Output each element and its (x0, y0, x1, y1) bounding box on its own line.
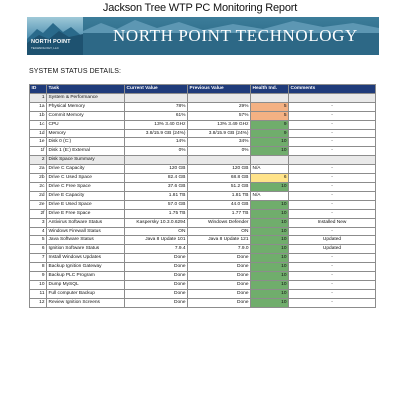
cell-health: N/A (251, 191, 289, 200)
cell-previous: ON (188, 227, 251, 236)
cell-health: 10 (251, 272, 289, 281)
cell-previous: Done (188, 254, 251, 263)
cell-current: Java 8 Update 101 (125, 236, 188, 245)
cell-previous: 0% (188, 147, 251, 156)
cell-id: 10 (30, 280, 47, 289)
cell-id: 2a (30, 165, 47, 174)
cell-current: 82.4 GB (125, 174, 188, 183)
cell-task: Install Windows Updates (47, 254, 125, 263)
cell-current: Done (125, 280, 188, 289)
cell-id: 1f (30, 147, 47, 156)
cell-health: 10 (251, 236, 289, 245)
cell-current: 57.0 GB (125, 200, 188, 209)
cell-current: 0% (125, 147, 188, 156)
cell-id: 6 (30, 245, 47, 254)
table-row (30, 120, 376, 129)
cell-health: 10 (251, 182, 289, 191)
cell-task: Java Software Status (47, 236, 125, 245)
cell-current: 61% (125, 111, 188, 120)
cell-task: Disk 0 (C:) (47, 138, 125, 147)
cell-task: Review Ignition Screens (47, 298, 125, 307)
cell-task: System & Performance (47, 93, 125, 102)
col-header-health: Health Ind. (251, 85, 289, 94)
table-row (30, 102, 376, 111)
cell-health: 10 (251, 138, 289, 147)
cell-health: 5 (251, 102, 289, 111)
col-header-id: ID (30, 85, 47, 94)
cell-id: 1d (30, 129, 47, 138)
cell-comments: - (289, 254, 376, 263)
cell-current: 120 GB (125, 165, 188, 174)
cell-current: 1.75 TB (125, 209, 188, 218)
table-row (30, 129, 376, 138)
cell-current (125, 156, 188, 165)
status-table (29, 84, 376, 308)
cell-previous: Done (188, 272, 251, 281)
company-logo (27, 17, 83, 55)
cell-task: Disk 1 (E:) External (47, 147, 125, 156)
cell-id: 2d (30, 191, 47, 200)
cell-task: Antivirus Software Status (47, 218, 125, 227)
cell-comments: - (289, 147, 376, 156)
cell-task: Backup PLC Program (47, 272, 125, 281)
cell-previous: Windows Defender (188, 218, 251, 227)
table-row (30, 245, 376, 254)
cell-current: 3.8/15.9 GB (24%) (125, 129, 188, 138)
cell-id: 3 (30, 218, 47, 227)
cell-id: 2c (30, 182, 47, 191)
cell-comments (289, 156, 376, 165)
cell-comments: - (289, 263, 376, 272)
cell-current: ON (125, 227, 188, 236)
cell-current: 7.9.4 (125, 245, 188, 254)
cell-current: 14% (125, 138, 188, 147)
cell-comments (289, 93, 376, 102)
cell-health: 10 (251, 254, 289, 263)
cell-current: Done (125, 298, 188, 307)
cell-current: Kaspersky 10.3.0.6294 (125, 218, 188, 227)
cell-comments: - (289, 298, 376, 307)
table-row (30, 227, 376, 236)
cell-current: Done (125, 289, 188, 298)
cell-health (251, 156, 289, 165)
cell-comments: - (289, 182, 376, 191)
table-row (30, 182, 376, 191)
cell-task: CPU (47, 120, 125, 129)
table-row (30, 209, 376, 218)
table-row (30, 272, 376, 281)
table-row (30, 147, 376, 156)
cell-health: 10 (251, 218, 289, 227)
cell-task: Memory (47, 129, 125, 138)
cell-task: Drive C Used Space (47, 174, 125, 183)
table-row (30, 200, 376, 209)
cell-id: 4 (30, 227, 47, 236)
cell-comments: - (289, 209, 376, 218)
cell-previous: Done (188, 289, 251, 298)
cell-health: 10 (251, 280, 289, 289)
cell-current: 1.81 TB (125, 191, 188, 200)
cell-comments: - (289, 272, 376, 281)
cell-health: 10 (251, 289, 289, 298)
table-row (30, 111, 376, 120)
cell-task: Dump MySQL (47, 280, 125, 289)
cell-previous: 13% 3.49 GHz (188, 120, 251, 129)
cell-health: 5 (251, 111, 289, 120)
cell-id: 8 (30, 263, 47, 272)
cell-previous: 68.8 GB (188, 174, 251, 183)
cell-health: 10 (251, 200, 289, 209)
cell-id: 1 (30, 93, 47, 102)
table-row (30, 298, 376, 307)
logo-line1: NORTH POINT (31, 39, 71, 45)
cell-previous: 1.77 TB (188, 209, 251, 218)
cell-id: 1a (30, 102, 47, 111)
cell-previous: 7.9.0 (188, 245, 251, 254)
cell-id: 11 (30, 289, 47, 298)
col-header-previous: Previous Value (188, 85, 251, 94)
col-header-current: Current Value (125, 85, 188, 94)
cell-health: 10 (251, 147, 289, 156)
cell-health: 10 (251, 245, 289, 254)
table-row (30, 280, 376, 289)
cell-health: 9 (251, 120, 289, 129)
cell-task: Ignition Software Status (47, 245, 125, 254)
cell-comments: - (289, 191, 376, 200)
cell-comments: Updated (289, 245, 376, 254)
cell-comments: - (289, 280, 376, 289)
cell-id: 2b (30, 174, 47, 183)
table-row (30, 289, 376, 298)
cell-current: 37.6 GB (125, 182, 188, 191)
cell-previous: Done (188, 298, 251, 307)
cell-current: Done (125, 272, 188, 281)
cell-health: N/A (251, 165, 289, 174)
cell-previous: 3.8/15.9 GB (24%) (188, 129, 251, 138)
cell-comments: Installed New (289, 218, 376, 227)
cell-task: Commit Memory (47, 111, 125, 120)
cell-previous: Done (188, 280, 251, 289)
table-row (30, 218, 376, 227)
col-header-comments: Comments (289, 85, 376, 94)
cell-previous: 34% (188, 138, 251, 147)
cell-comments: - (289, 165, 376, 174)
cell-id: 1e (30, 138, 47, 147)
company-banner (27, 17, 379, 55)
cell-comments: - (289, 120, 376, 129)
cell-current: 78% (125, 102, 188, 111)
table-header-row (30, 85, 376, 94)
cell-task: Drive E Free Space (47, 209, 125, 218)
cell-comments: - (289, 289, 376, 298)
cell-task: Drive E Capacity (47, 191, 125, 200)
cell-current (125, 93, 188, 102)
table-row (30, 236, 376, 245)
cell-comments: - (289, 138, 376, 147)
table-body (30, 93, 376, 307)
cell-id: 1b (30, 111, 47, 120)
section-title: SYSTEM STATUS DETAILS: (29, 68, 122, 75)
table-row (30, 165, 376, 174)
table-row (30, 138, 376, 147)
cell-current: Done (125, 263, 188, 272)
cell-id: 5 (30, 236, 47, 245)
cell-task: Backup Ignition Gateway (47, 263, 125, 272)
cell-task: Physical Memory (47, 102, 125, 111)
logo-line2: TECHNOLOGY, LLC (31, 46, 59, 50)
cell-task: Drive E Used Space (47, 200, 125, 209)
table-row (30, 191, 376, 200)
cell-health: 10 (251, 298, 289, 307)
cell-previous (188, 156, 251, 165)
cell-id: 1c (30, 120, 47, 129)
cell-comments: - (289, 129, 376, 138)
cell-health: 10 (251, 209, 289, 218)
table-row (30, 263, 376, 272)
cell-previous: 44.0 GB (188, 200, 251, 209)
cell-health: 10 (251, 263, 289, 272)
table-row (30, 174, 376, 183)
section-row (30, 156, 376, 165)
cell-task: Windows Firewall Status (47, 227, 125, 236)
cell-previous (188, 93, 251, 102)
cell-previous: Java 8 Update 121 (188, 236, 251, 245)
cell-previous: 51.2 GB (188, 182, 251, 191)
cell-id: 2 (30, 156, 47, 165)
cell-task: Disk Space Summary (47, 156, 125, 165)
brand-text: NORTH POINT TECHNOLOGY (113, 26, 358, 45)
cell-comments: Updated (289, 236, 376, 245)
cell-current: Done (125, 254, 188, 263)
cell-health: 9 (251, 129, 289, 138)
cell-comments: - (289, 111, 376, 120)
cell-comments: - (289, 174, 376, 183)
cell-task: Drive C Free Space (47, 182, 125, 191)
cell-id: 12 (30, 298, 47, 307)
cell-health: 10 (251, 227, 289, 236)
cell-comments: - (289, 102, 376, 111)
cell-health (251, 93, 289, 102)
cell-task: Full computer Backup (47, 289, 125, 298)
cell-task: Drive C Capacity (47, 165, 125, 174)
cell-current: 13% 3.40 GHz (125, 120, 188, 129)
report-title: Jackson Tree WTP PC Monitoring Report (102, 2, 298, 14)
cell-id: 2e (30, 200, 47, 209)
cell-id: 2f (30, 209, 47, 218)
col-header-task: Task (47, 85, 125, 94)
cell-comments: - (289, 200, 376, 209)
cell-previous: 29% (188, 102, 251, 111)
cell-previous: Done (188, 263, 251, 272)
cell-id: 7 (30, 254, 47, 263)
section-row (30, 93, 376, 102)
cell-id: 9 (30, 272, 47, 281)
cell-previous: 1.81 TB (188, 191, 251, 200)
cell-previous: 57% (188, 111, 251, 120)
table-row (30, 254, 376, 263)
cell-comments: - (289, 227, 376, 236)
cell-health: 6 (251, 174, 289, 183)
cell-previous: 120 GB (188, 165, 251, 174)
